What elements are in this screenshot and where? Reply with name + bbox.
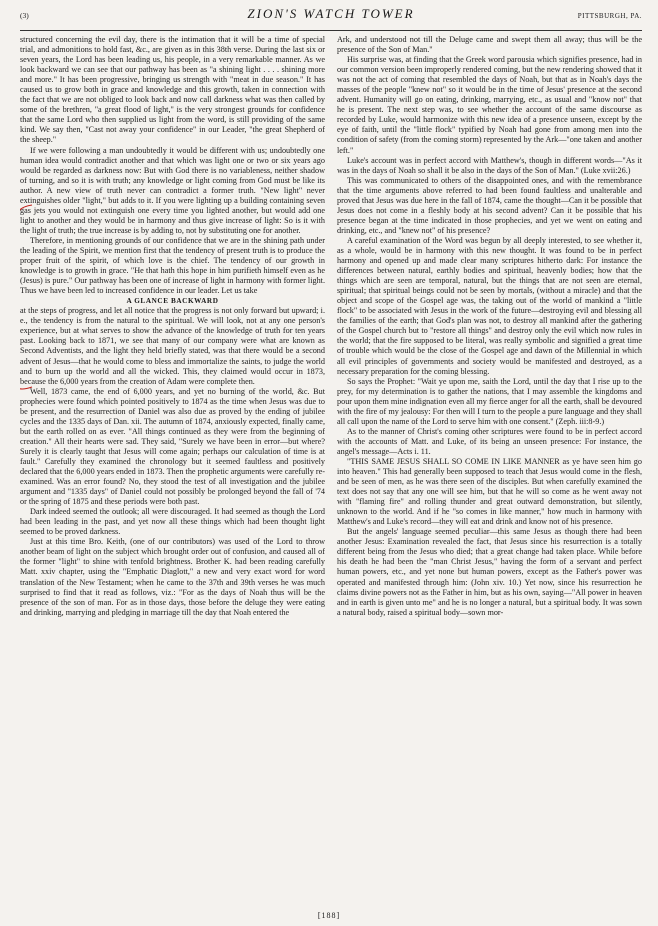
- paragraph: structured concerning the evil day, there is the intimation that it will be a time of special trial, and admonitions to hold fast, &c., are given as in this 38th verse. During the last six or seven years, the Lord has been leading us, his people, in a very remarkable manner. As we look backward we can see that our pathway has been as "a shining light . . . . shining more and more." It has been progressive, bringing us strength with "meat in due season." It has caused us to grow both in grace and knowledge and this growth, taken in connection with the fact that we are not obliged to look back and now call darkness what was then called by some of the brethren, "a great flood of light," is the very strongest grounds for confidence that the same Lord who then supplied us light from the word, is still providing of the same kind. We say then, "Cast not away your confidence" in our Leader, "the great Shepherd of the sheep.": [20, 35, 325, 145]
- paragraph: His surprise was, at finding that the Greek word parousia which signifies presence, had in our common version been improperly rendered coming, but the new rendering showed that it was not the act of coming that resembled the days of Noah, but that as in Noah's days the masses of the people "knew not" so it would be in the time of Jesus' presence at the second advent. Humanity will go on eating, drinking, marrying, etc., as usual and "know not" that he is present. The next step was, to see whether the account of the same discourse as recorded by Luke, would harmonize with this new idea of a presence unseen, except by the eye of faith, until the "little flock" typified by Noah had gone from among men into the condition of safety (from the coming storm) represented by the Ark—"one taken and another left.": [337, 55, 642, 155]
- paragraph: If we were following a man undoubtedly it would be different with us; undoubtedly one human idea would contradict another and that which was light one or two or six years ago would be regarded as darkness now: But with God there is no variableness, neither shadow of turning, and so it is with truth; any knowledge or light coming from God must be like its author. A new view of truth never can contradict a former truth. "New light" never extinguishes older "light," but adds to it. If you were lighting up a building containing seven gas jets you would not extinguish one every time you lighted another, but would add one light to another and they would be in harmony and thus give increase of light: So is it with the light of truth; the true increase is by adding to, not by substituting one for another.: [20, 145, 325, 235]
- page-number: [188]: [317, 911, 341, 920]
- paragraph: Dark indeed seemed the outlook; all were discouraged. It had seemed as though the Lord had been leading in the past, and yet now all these things which had been thought light seemed to be proved darkness.: [20, 507, 325, 537]
- masthead-title: ZION'S WATCH TOWER: [247, 6, 415, 21]
- issue-number: (3): [20, 11, 29, 20]
- paragraph: But the angels' language seemed peculiar—this same Jesus as though there had been another Jesus: Examination revealed the fact, that Jesus since his resurrection is a totally different being from the Jesus who died; that a great change had taken place. While before his death he had been the "man Christ Jesus," having the form of a servant and perfect human powers, etc., and yet none but human powers, except as the Father's power was operated and manifested through him: (John xiv. 10.) Yet now, since his resurrection he claims divine powers not as the Father in him, but as his own, saying—"All power in heaven and in earth is given unto me" and he is no longer a natural, but a spiritual body. It was sown a natural body, raised a spiritual body—sown mor-: [337, 527, 642, 617]
- section-subheading: A GLANCE BACKWARD: [126, 297, 219, 306]
- right-column: [337, 35, 642, 893]
- paragraph: So says the Prophet: "Wait ye upon me, saith the Lord, until the day that I rise up to the prey, for my determination is to gather the nations, that I may assemble the kingdoms and pour upon them mine indignation even all my fierce anger for all the earth, shall be devoured with the fire of my jealousy: For then will I turn to the people a pure language and they shall all call upon the name of the Lord to serve him with one consent." (Zeph. iii:8-9.): [337, 376, 642, 426]
- paragraph: This was communicated to others of the disappointed ones, and with the remembrance that the time arguments above referred to had been found faultless and unalterable and proved that Jesus was due here in the fall of 1874, came the thought—Can it be possible that Jesus does not come in a fleshly body at his second advent? Can it be possible that his presence began at the time indicated in those prophecies, and yet we went on eating and drinking, etc., and "knew not" of his presence?: [337, 175, 642, 235]
- paragraph: Just at this time Bro. Keith, (one of our contributors) was used of the Lord to throw another beam of light on the subject which brought order out of confusion, and caused all of the former "light" to shine with tenfold brightness. Brother K. had been reading carefully Matt. xxiv chapter, using the "Emphatic Diaglott," a new and very exact word for word translation of the New Testament; when he came to the 37th and 39th verses he was much surprised to find that it read as follows, viz.: "For as the days of Noah thus will be the presence of the son of man. For as in those days, those before the deluge they were eating and drinking, marrying and pledging in marriage till the day that Noah entered the: [20, 537, 325, 617]
- paragraph: Ark, and understood not till the Deluge came and swept them all away; thus will be the presence of the Son of Man.": [337, 35, 642, 55]
- paragraph: A careful examination of the Word was begun by all deeply interested, to see whether it, as a whole, would be in harmony with this new thought. It was found to be in perfect harmony and opened up and made clear many scriptures hitherto dark: For instance the differences between natural, earthly bodies and spiritual, heavenly bodies; how that the things which are seen are temporal, natural, but the things that are not seen are eternal, spiritual; that spiritual beings could not be seen by mortals, (without a miracle) and that the object and scope of the Gospel age was, the taking out of the world of mankind a "little flock" to be associated with Jesus in the work of the future—destroying evil and blessing all the families of the earth; that God's plan was not, to destroy all mankind after the gathering of the Gospel church but to "restore all things" and destroy only the evil which now rules in the world; that the fire supposed to be literal, was really symbolic and signified a great time of trouble which would be the close of the Gospel age and dawn of the Millennial in which all evil principles of governments and society would be manifested and destroyed, as a necessary preparation for the coming blessing.: [337, 235, 642, 376]
- paragraph: Luke's account was in perfect accord with Matthew's, though in different words—"As it was in the days of Noah so shall it be also in the days of the Son of Man." (Luke xvii:26.): [337, 155, 642, 175]
- left-column: [20, 35, 325, 893]
- dateline-place: PITTSBURGH, PA.: [577, 12, 642, 20]
- paragraph: Therefore, in mentioning grounds of our confidence that we are in the shining path under the leading of the Spirit, we mention first that the tendency of present truth is to produce the proper fruit of the spirit, of which love is the chief. The tendency of our growth in knowledge is to growth in grace. "He that hath this hope in him purifieth himself even as he (Jesus) is pure." Our pathway has been one of increase of light in harmony with former light. Thus we have been led to increased confidence in our leader. Let us take: [20, 235, 325, 296]
- article-columns: [20, 35, 642, 893]
- paragraph: As to the manner of Christ's coming other scriptures were found to be in perfect accord with the accounts of Matt. and Luke, of its being an unseen presence: For instance, the angel's message—Acts i. 11.: [337, 426, 642, 456]
- paragraph: "THIS SAME JESUS SHALL SO COME IN LIKE MANNER as ye have seen him go into heaven." This had generally been supposed to teach that Jesus would come in the flesh, and be seen of men, as he was there seen of the disciples. But when carefully examined the text does not say that any one will see him, but that he will so come as he went away not with "flaming fire" and rolling thunder and great outward demonstration, but silently, unknown to the world. And if he "so comes in like manner," how much in harmony with Matthew's and Luke's record—they will eat and drink and know not of his presence.: [337, 456, 642, 527]
- paragraph: Well, 1873 came, the end of 6,000 years, and yet no burning of the world, &c. But prophecies were found which pointed positively to 1874 as the time when Jesus was due to be present, and the resurrection of Daniel was also due as proved by the ending of jubilee cycles and the 1335 days of Dan. xii. The autumn of 1874, anxiously expected, finally came, but the earth rolled on as ever. "All things continued as they were from the beginning of creation." All their hearts were sad. They said, "Surely we have been in error—but where? Surely it is clearly taught that Jesus will come again; perhaps our calculation of time is at fault." Carefully they examined the chronology but it seemed faultless and positively declared that the 6,000 years ended in 1873. Then the prophetic arguments were carefully re-examined. Was an error found? No, they stood the test of all investigation and the jubilee argument and "1335 days" of Daniel could not possibly be prolonged beyond the fall of '74 or the spring of 1875 and these periods were both past.: [20, 386, 325, 507]
- paragraph: at the steps of progress, and let all notice that the progress is not only forward but upward; i. e., the tendency is from the natural to the spiritual. We will look, not at any one person's experience, but at what serves to show the advance of the knowledge of truth for ten years past. Looking back to 1871, we see that many of our company were what are known as Second Adventists, and the light they held briefly stated, was that there would be a second advent of Jesus—that he would come to bless and immortalize the saints, to judge the world and to burn up the world and all the wicked. This, they claimed would occur in 1873, because the 6,000 years from the creation of Adam were complete then.: [20, 306, 325, 386]
- page-header: [20, 6, 642, 31]
